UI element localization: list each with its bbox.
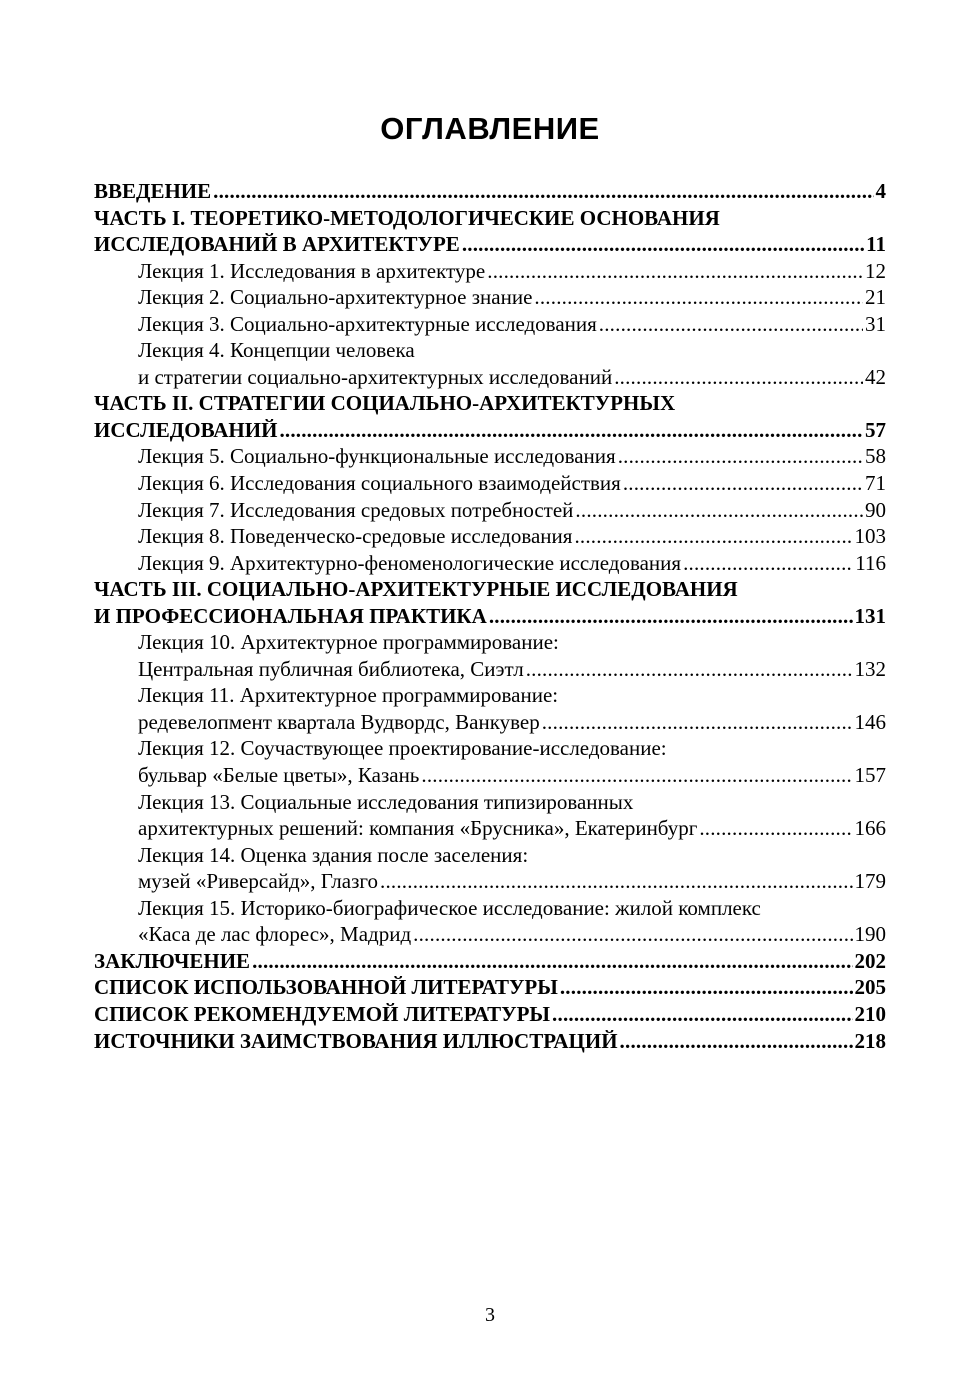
toc-entry-title: И ПРОФЕССИОНАЛЬНАЯ ПРАКТИКА: [94, 603, 487, 628]
toc-entry-page: 146: [854, 709, 886, 734]
toc-entry: [94, 576, 886, 603]
toc-entry-title: Лекция 9. Архитектурно-феноменологические исследования: [138, 550, 682, 575]
toc-entry-page: 218: [854, 1028, 886, 1053]
toc-entry-title: музей «Риверсайд», Глазго: [138, 869, 378, 894]
toc-entry: [94, 656, 886, 683]
toc-entry: [94, 550, 886, 577]
toc-entry-title: ЧАСТЬ II. СТРАТЕГИИ СОЦИАЛЬНО-АРХИТЕКТУРНЫХ: [94, 391, 676, 416]
toc-entry-page: 205: [854, 975, 886, 1000]
toc-entry: [94, 974, 886, 1001]
toc-entry: [94, 815, 886, 842]
toc-entry-title: Лекция 7. Исследования средовых потребностей: [138, 497, 574, 522]
toc-entry-title: бульвар «Белые цветы», Казань: [138, 763, 420, 788]
toc-dot-leader: [620, 1028, 853, 1055]
toc-entry-title: ИССЛЕДОВАНИЙ: [94, 417, 278, 442]
toc-entry-page: 103: [854, 524, 886, 549]
toc-entry-title: СПИСОК ИСПОЛЬЗОВАННОЙ ЛИТЕРАТУРЫ: [94, 975, 558, 1000]
toc-entry-page: 190: [854, 922, 886, 947]
toc-entry-title: ИССЛЕДОВАНИЙ В АРХИТЕКТУРЕ: [94, 232, 460, 257]
toc-entry-page: 31: [865, 311, 886, 336]
toc-entry-page: 131: [854, 603, 886, 628]
toc-entry: [94, 948, 886, 975]
toc-dot-leader: [279, 417, 863, 444]
toc-entry: [94, 895, 886, 922]
toc-dot-leader: [421, 762, 852, 789]
toc-entry-title: Лекция 14. Оценка здания после заселения:: [138, 842, 529, 867]
toc-dot-leader: [560, 974, 853, 1001]
toc-entry: [94, 390, 886, 417]
toc-dot-leader: [213, 178, 873, 205]
toc-entry-page: 42: [865, 364, 886, 389]
toc-entry-title: «Каса де лас флорес», Мадрид: [138, 922, 412, 947]
toc-entry-page: 202: [854, 948, 886, 973]
toc-entry-title: Лекция 3. Социально-архитектурные исследования: [138, 311, 597, 336]
toc-entry-page: 58: [865, 444, 886, 469]
toc-entry-page: 21: [865, 285, 886, 310]
toc-entry: [94, 497, 886, 524]
page-title: ОГЛАВЛЕНИЕ: [380, 111, 600, 146]
toc-entry-title: Центральная публичная библиотека, Сиэтл: [138, 656, 524, 681]
page-number: 3: [485, 1304, 495, 1326]
toc-entry: [94, 735, 886, 762]
toc-entry-page: 179: [854, 869, 886, 894]
toc-entry-title: Лекция 10. Архитектурное программирование:: [138, 630, 559, 655]
toc-entry-title: Лекция 13. Социальные исследования типизированных: [138, 789, 634, 814]
toc-dot-leader: [526, 656, 853, 683]
toc-entry-page: 12: [865, 258, 886, 283]
toc-entry-title: Лекция 2. Социально-архитектурное знание: [138, 285, 533, 310]
toc-entry: [94, 443, 886, 470]
toc-entry: [94, 364, 886, 391]
toc-dot-leader: [552, 1001, 852, 1028]
toc-dot-leader: [618, 443, 863, 470]
toc-entry: [94, 682, 886, 709]
toc-entry: [94, 629, 886, 656]
toc-dot-leader: [252, 948, 852, 975]
toc-dot-leader: [614, 364, 863, 391]
toc-entry-title: Лекция 12. Соучаствующее проектирование-исследование:: [138, 736, 667, 761]
toc-entry-title: ЗАКЛЮЧЕНИЕ: [94, 948, 251, 973]
toc-entry-title: Лекция 15. Историко-биографическое исследование: жилой комплекс: [138, 895, 761, 920]
toc-entry-page: 116: [855, 550, 886, 575]
toc-entry: [94, 417, 886, 444]
toc-dot-leader: [575, 497, 863, 524]
toc-dot-leader: [574, 523, 852, 550]
toc-entry-page: 4: [875, 179, 886, 203]
toc-dot-leader: [699, 815, 852, 842]
toc-entry-title: и стратегии социально-архитектурных исследований: [138, 364, 613, 389]
toc-entry: [94, 921, 886, 948]
toc-entry: [94, 523, 886, 550]
toc-dot-leader: [487, 258, 863, 285]
toc-entry-title: ЧАСТЬ III. СОЦИАЛЬНО-АРХИТЕКТУРНЫЕ ИССЛЕДОВАНИЯ: [94, 577, 738, 602]
toc-entry-page: 11: [866, 232, 886, 257]
toc-entry-title: СПИСОК РЕКОМЕНДУЕМОЙ ЛИТЕРАТУРЫ: [94, 1001, 551, 1026]
toc-entry: [94, 231, 886, 258]
toc-entry-title: Лекция 8. Поведенческо-средовые исследования: [138, 524, 573, 549]
toc-dot-leader: [462, 231, 864, 258]
toc-dot-leader: [623, 470, 863, 497]
toc-dot-leader: [380, 868, 853, 895]
toc-entry-page: 71: [865, 471, 886, 496]
toc-entry-page: 132: [854, 656, 886, 681]
toc-dot-leader: [683, 550, 853, 577]
toc-entry: [94, 1028, 886, 1055]
toc-entry: [94, 789, 886, 816]
toc-dot-leader: [542, 709, 853, 736]
toc-entry: [94, 762, 886, 789]
toc-dot-leader: [489, 603, 853, 630]
toc-entry: [94, 284, 886, 311]
toc-entry-title: Лекция 11. Архитектурное программирование:: [138, 683, 559, 708]
toc-entry: [94, 603, 886, 630]
toc-entry-page: 210: [854, 1001, 886, 1026]
toc-entry-page: 166: [854, 816, 886, 841]
toc-entry-title: Лекция 5. Социально-функциональные исследования: [138, 444, 616, 469]
toc-entry: [94, 470, 886, 497]
toc-entry: [94, 842, 886, 869]
toc-dot-leader: [534, 284, 863, 311]
toc-entry: [94, 337, 886, 364]
toc-entry: [94, 178, 886, 205]
toc-entry: [94, 868, 886, 895]
toc-entry-title: редевелопмент квартала Вудвордс, Ванкувер: [138, 709, 540, 734]
toc-entry: [94, 205, 886, 232]
toc-entry-title: ЧАСТЬ I. ТЕОРЕТИКО-МЕТОДОЛОГИЧЕСКИЕ ОСНОВАНИЯ: [94, 205, 720, 230]
toc-entry: [94, 1001, 886, 1028]
toc-entry: [94, 258, 886, 285]
toc-entry-title: ИСТОЧНИКИ ЗАИМСТВОВАНИЯ ИЛЛЮСТРАЦИЙ: [94, 1028, 618, 1053]
toc-entry-page: 90: [865, 497, 886, 522]
toc-entry-page: 57: [865, 417, 886, 442]
toc-dot-leader: [413, 921, 852, 948]
table-of-contents: [94, 178, 886, 1054]
toc-entry-title: ВВЕДЕНИЕ: [94, 179, 212, 203]
toc-entry-title: архитектурных решений: компания «Брусника», Екатеринбург: [138, 816, 698, 841]
toc-entry: [94, 311, 886, 338]
toc-entry-title: Лекция 1. Исследования в архитектуре: [138, 258, 486, 283]
toc-entry: [94, 709, 886, 736]
toc-entry-page: 157: [854, 763, 886, 788]
toc-entry-title: Лекция 6. Исследования социального взаимодействия: [138, 471, 621, 496]
toc-dot-leader: [599, 311, 863, 338]
toc-entry-title: Лекция 4. Концепции человека: [138, 338, 415, 363]
